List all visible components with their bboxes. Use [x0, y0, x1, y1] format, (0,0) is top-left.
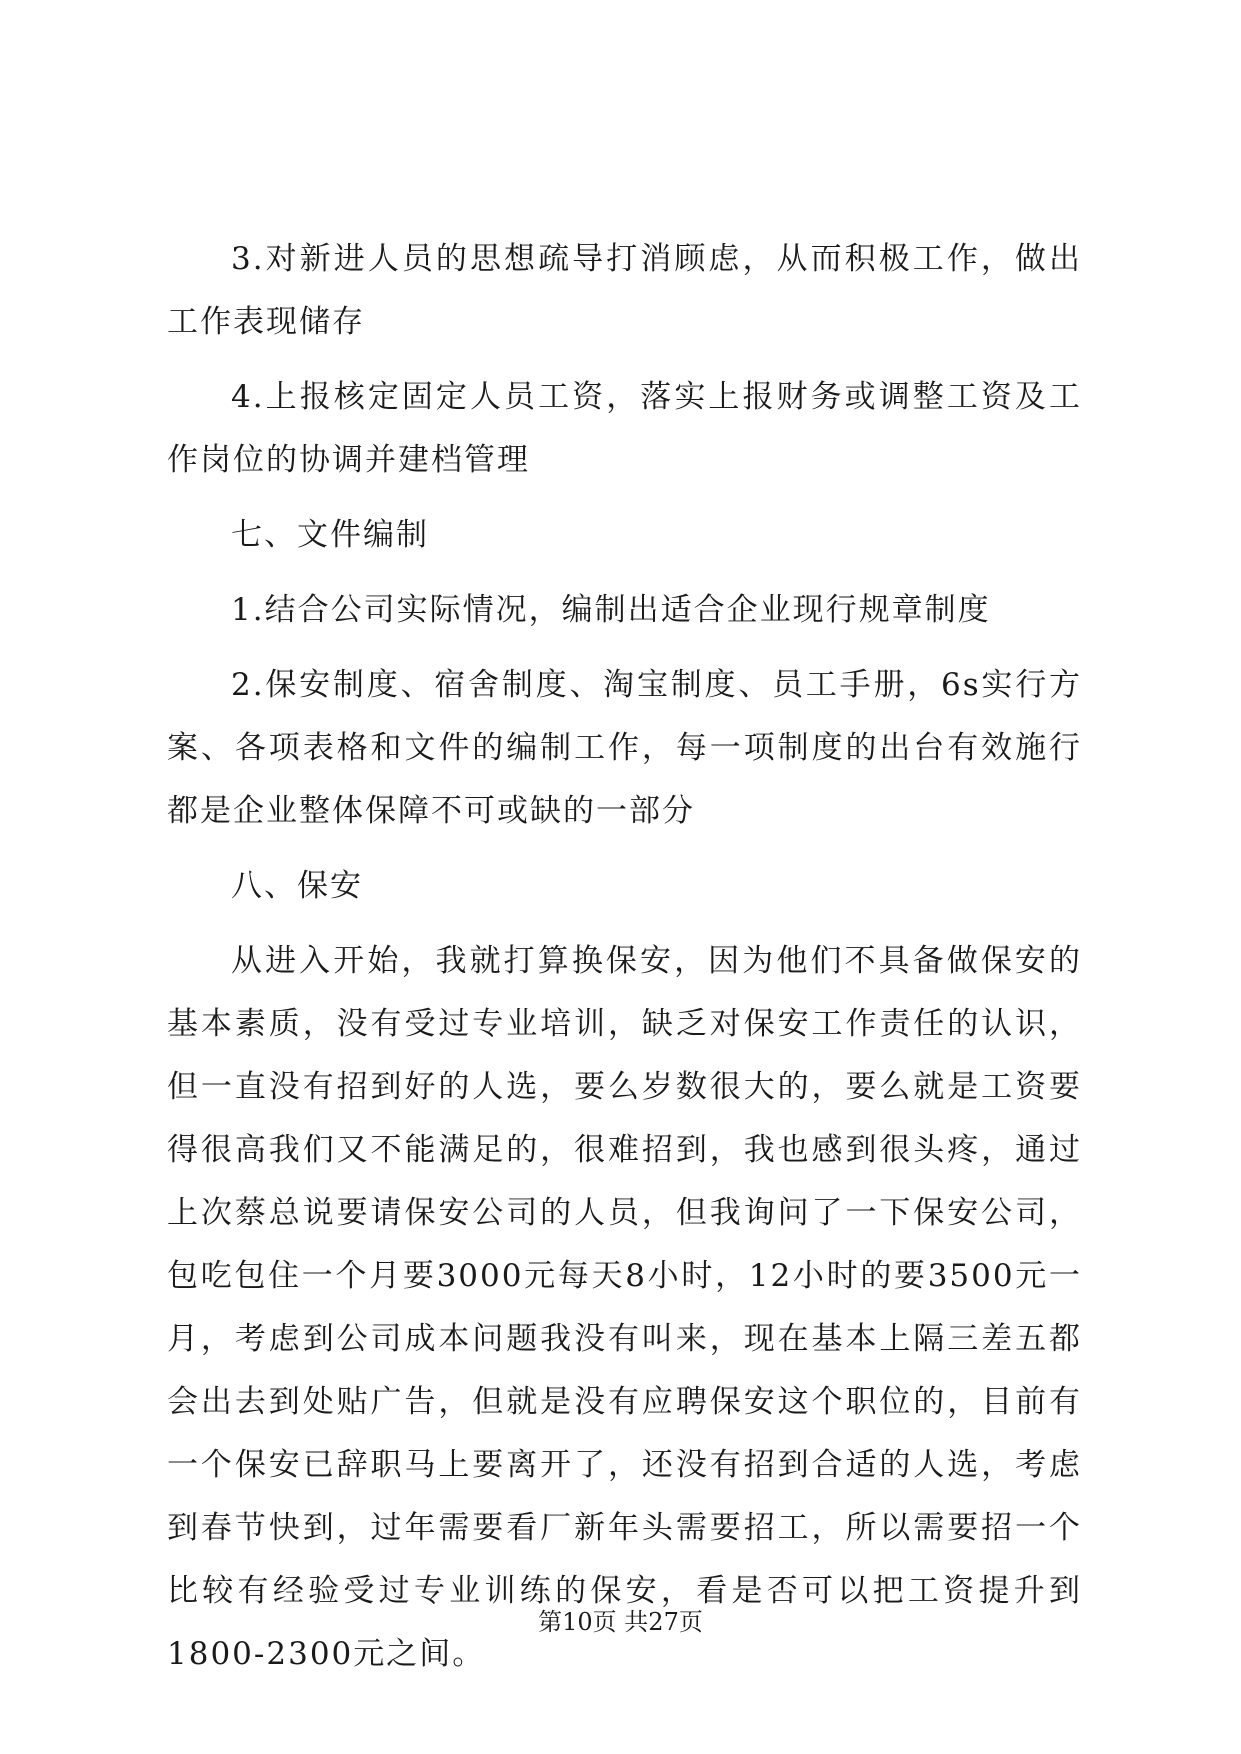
page-footer: 第10页 共27页 [538, 1608, 703, 1636]
paragraph-system-documents: 2.保安制度、宿舍制度、淘宝制度、员工手册，6s实行方案、各项表格和文件的编制工作，每一项制度的出台有效施行都是企业整体保障不可或缺的一部分 [167, 667, 1082, 829]
paragraph-new-staff-guidance: 3.对新进人员的思想疏导打消顾虑，从而积极工作，做出工作表现储存 [167, 241, 1082, 340]
paragraph-security-recruitment: 从进入开始，我就打算换保安，因为他们不具备做保安的基本素质，没有受过专业培训，缺乏对保安工作责任的认识，但一直没有招到好的人选，要么岁数很大的，要么就是工资要得很高我们又不能满足的，很难招到，我也感到很头疼，通过上次蔡总说要请保安公司的人员，但我询问了一下保安公司，包吃包住一个月要3000元每天8小时，12小时的要3500元一月，考虑到公司成本问题我没有叫来，现在基本上隔三差五都会出去到处贴广告，但就是没有应聘保安这个职位的，目前有一个保安已辞职马上要离开了，还没有招到合适的人选，考虑到春节快到，过年需要看厂新年头需要招工，所以需要招一个比较有经验受过专业训练的保安，看是否可以把工资提升到1800-2300元之间。 [167, 943, 1082, 1672]
document-body [167, 228, 1082, 1698]
section-heading-security: 八、保安 [231, 868, 363, 904]
section-heading-file-compilation: 七、文件编制 [231, 517, 429, 553]
paragraph-company-regulations: 1.结合公司实际情况，编制出适合企业现行规章制度 [231, 592, 991, 628]
paragraph-salary-reporting: 4.上报核定固定人员工资，落实上报财务或调整工资及工作岗位的协调并建档管理 [167, 379, 1082, 478]
